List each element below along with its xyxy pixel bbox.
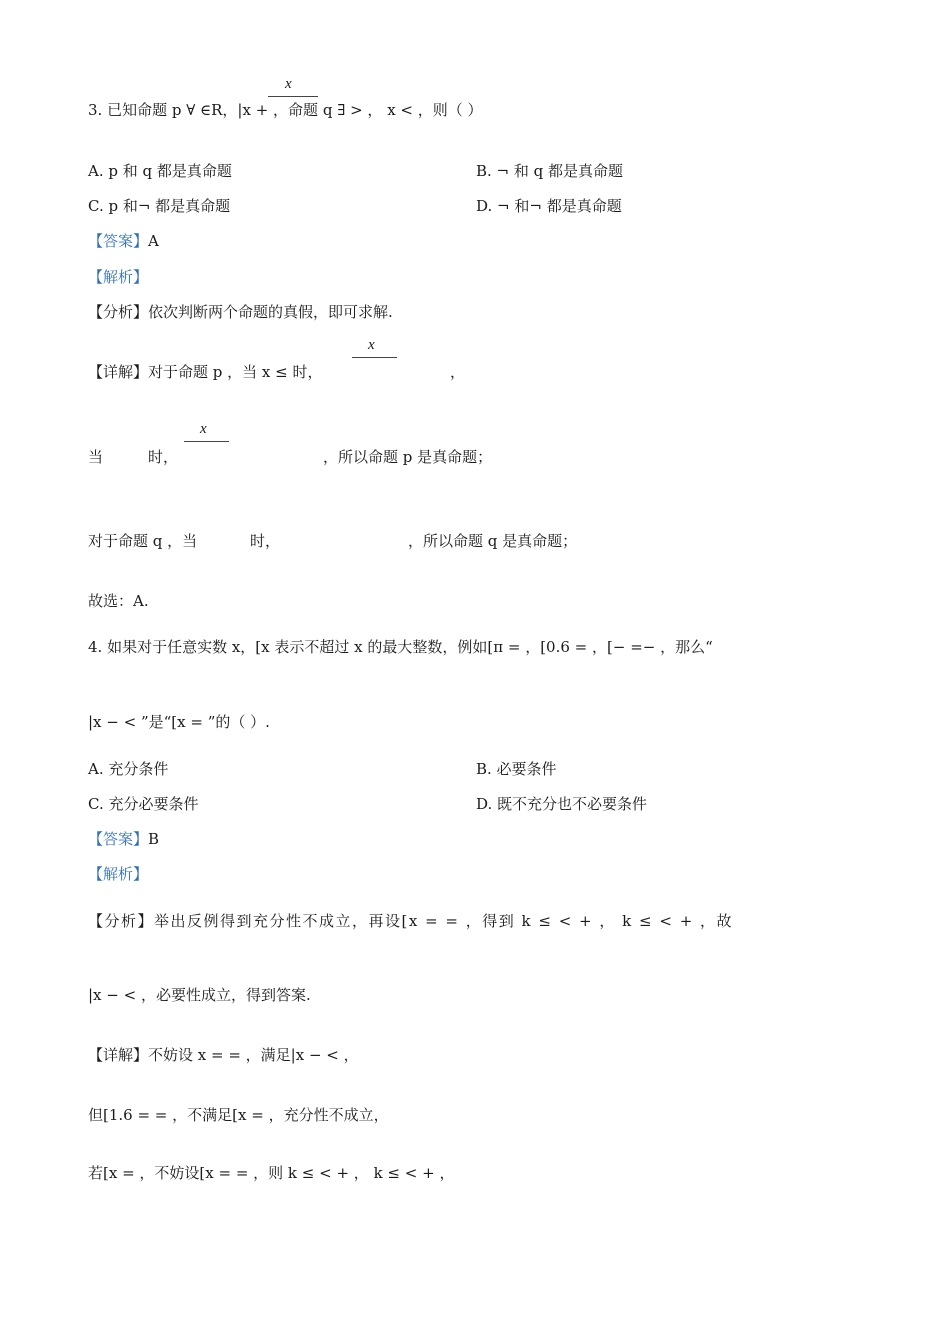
- q4-option-b: B. 必要条件: [476, 760, 557, 778]
- question-4-stem-2: |x − < ”是“[x = ”的（ ）.: [88, 713, 270, 731]
- q3-fraction-numerator: x: [285, 76, 292, 92]
- q4-option-c: C. 充分必要条件: [88, 795, 199, 813]
- q3-analysis-tag: 【解析】: [88, 268, 149, 286]
- q3-detail-2-head: 当: [88, 448, 104, 466]
- q4-detail-2: 但[1.6 = = ，不满足[x = ，充分性不成立，: [88, 1106, 389, 1124]
- q3-detail-2: 时，: [148, 448, 179, 466]
- q3-option-c: C. p 和¬ 都是真命题: [88, 197, 231, 215]
- q3-fraction-bar: [268, 96, 318, 97]
- q3-answer-line: [88, 231, 159, 251]
- q4-answer-line: [88, 829, 159, 849]
- q3-conclusion: 故选：A.: [88, 592, 149, 610]
- q3-answer-tag: 【答案】: [88, 232, 149, 250]
- q3-detail-1: 【详解】对于命题 p ，当 x ≤ 时，: [88, 363, 323, 381]
- q3-detail-1-bar: [352, 357, 397, 358]
- q3-answer-value: A: [148, 232, 159, 250]
- q4-answer-value: B: [148, 830, 160, 848]
- q4-fenxi: 【分析】举出反例得到充分性不成立，再设[x = = ，得到 k ≤ < + ， k ≤ < + ，故: [88, 912, 734, 930]
- q3-detail-1-tail: ，: [450, 363, 466, 381]
- q4-analysis-tag: 【解析】: [88, 865, 149, 883]
- question-4-stem: 4. 如果对于任意实数 x，[x 表示不超过 x 的最大整数，例如[π = ，[0.6 = ，[− =− ，那么“: [88, 638, 713, 656]
- q3-detail-2-tail: ，所以命题 p 是真命题；: [323, 448, 493, 466]
- q3-option-b: B. ¬ 和 q 都是真命题: [476, 162, 624, 180]
- q4-fenxi-2: |x − < ，必要性成立，得到答案.: [88, 986, 311, 1004]
- q3-detail-1-numerator: x: [368, 337, 375, 353]
- q3-detail-2-bar: [184, 441, 229, 442]
- q4-option-d: D. 既不充分也不必要条件: [476, 795, 648, 813]
- q3-fenxi: 【分析】依次判断两个命题的真假，即可求解.: [88, 303, 393, 321]
- q3-detail-3-tail: ，所以命题 q 是真命题；: [408, 532, 578, 550]
- q3-option-d: D. ¬ 和¬ 都是真命题: [476, 197, 622, 215]
- q3-detail-2-numerator: x: [200, 421, 207, 437]
- q3-detail-3: 对于命题 q ，当: [88, 532, 198, 550]
- q4-option-a: A. 充分条件: [88, 760, 169, 778]
- q3-option-a: A. p 和 q 都是真命题: [88, 162, 232, 180]
- q4-answer-tag: 【答案】: [88, 830, 149, 848]
- q4-detail-1: 【详解】不妨设 x = = ，满足|x − < ，: [88, 1046, 359, 1064]
- question-3-stem: 3. 已知命题 p ∀ ∈R，|x + ，命题 q ∃ > ， x < ，则（ ）: [88, 101, 483, 119]
- q3-detail-3-mid: 时，: [250, 532, 281, 550]
- q4-detail-3: 若[x = ，不妨设[x = = ，则 k ≤ < + ， k ≤ < + ，: [88, 1164, 455, 1182]
